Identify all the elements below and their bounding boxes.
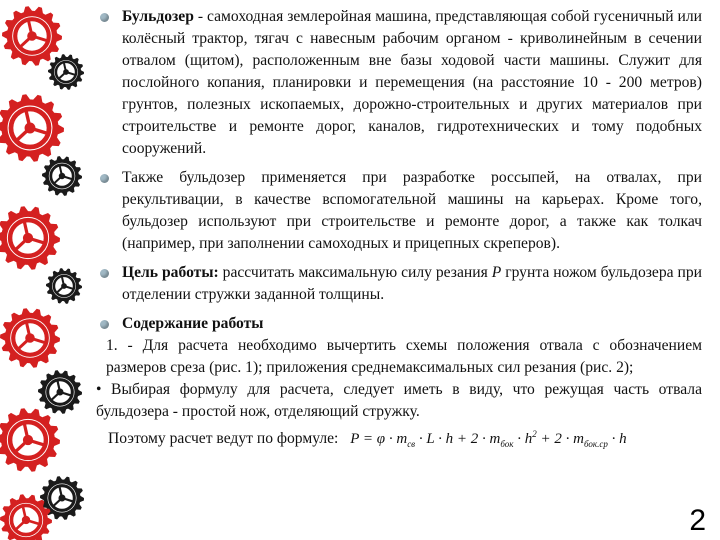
- goal-text-before: рассчитать максимальную силу резания: [218, 264, 492, 281]
- bullet-icon: [100, 269, 109, 278]
- paragraph-bulldozer-definition: [96, 6, 702, 160]
- gear-decoration-strip: [0, 0, 90, 540]
- goal-text-after: грунта ножом бульдозера при отделении стружки заданной толщины.: [122, 264, 702, 303]
- contents-item-1: 1. - Для расчета необходимо вычертить схемы положения отвала с обозначением размеров среза (рис. 1); приложения среднемаксимальных сил резания (рис. 2);: [106, 337, 702, 376]
- paragraph-contents-heading: [96, 313, 702, 335]
- formula-intro: Поэтому расчет ведут по формуле:: [108, 430, 339, 447]
- cutting-force-formula: $P = \varphi \cdot m_{св} \cdot L \cdot h + 2 \cdot m_{бок} \cdot h^2 + 2 \cdot m_{бок.ср} \cdot h$: [350, 429, 627, 449]
- page-number: 2: [689, 504, 706, 537]
- paragraph-goal: [96, 262, 702, 306]
- bullet-icon: [100, 13, 109, 22]
- definition-text: - самоходная землеройная машина, представляющая собой гусеничный или колёсный трактор, тягач с навесным рабочим органом - криволинейным в сечении отвалом (щитом), расположенным вне базы ходовой части машины. Служит для послойного копания, планировки и перемещения (на расстояние 10 - 200 метров) грунтов, полезных ископаемых, дорожно-строительных и других материалов при строительстве и ремонте дорог, каналов, гидротехнических и тому подобных сооружений.: [122, 8, 702, 157]
- uses-text: Также бульдозер применяется при разработке россыпей, на отвалах, при рекультивации, в качестве вспомогательной машины на карьерах. Кроме того, бульдозер используют при строительстве и ремонте дорог, а также как толкач (например, при заполнении самоходных и прицепных скреперов).: [122, 169, 702, 252]
- goal-label: Цель работы:: [122, 264, 219, 281]
- term-bulldozer: Бульдозер: [122, 8, 194, 25]
- variable-p: P: [491, 264, 502, 281]
- contents-item-2: • Выбирая формулу для расчета, следует иметь в виду, что режущая часть отвала бульдозера - простой нож, отделяющий стружку.: [96, 381, 702, 420]
- bullet-icon: [100, 320, 109, 329]
- bullet-icon: [100, 174, 109, 183]
- slide-content: [96, 6, 702, 455]
- contents-label: Содержание работы: [122, 315, 264, 332]
- paragraph-bulldozer-uses: [96, 167, 702, 255]
- formula-line: [96, 423, 702, 455]
